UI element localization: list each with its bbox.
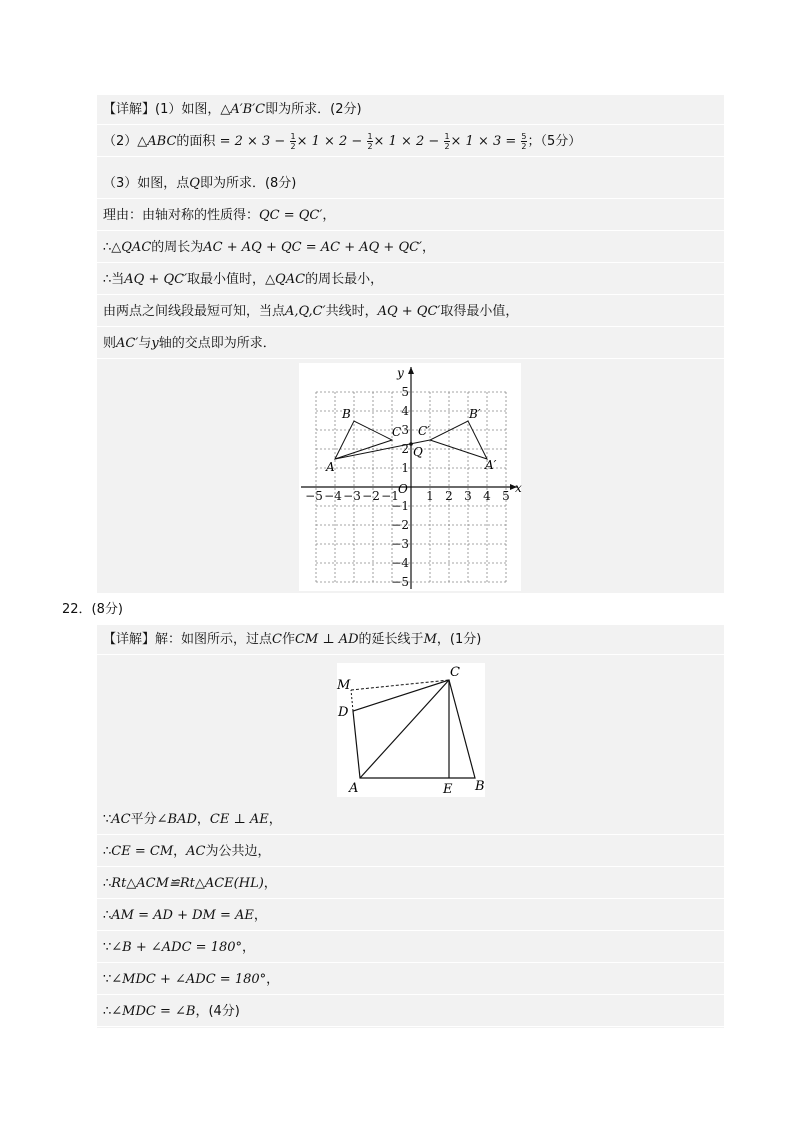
fraction: $\frac{1}{2}$ <box>290 132 296 151</box>
y-tick-label: −1 <box>391 499 409 513</box>
line-22-8: ∴∠MDC = ∠B，(4分) <box>97 997 724 1027</box>
quadrilateral-figure <box>337 663 485 797</box>
quadrilateral-figure-svg <box>337 663 485 797</box>
line-22-3: ∴CE = CM，AC为公共边， <box>97 837 724 867</box>
label-a: A <box>349 781 359 796</box>
coordinate-graph <box>299 363 521 591</box>
question-22-header: 22．(8分) <box>62 602 123 617</box>
x-tick-label: 3 <box>464 489 472 503</box>
x-tick-label: −3 <box>343 489 361 503</box>
x-tick-label: 4 <box>483 489 491 503</box>
label-m: M <box>337 678 351 693</box>
line-22-6: ∵∠B + ∠ADC = 180°， <box>97 933 724 963</box>
label-c-prime: C′ <box>418 424 430 438</box>
y-tick-label: 3 <box>401 423 409 437</box>
x-tick-label: 1 <box>426 489 434 503</box>
line-21-6: ∴当AQ + QC′取最小值时，△QAC的周长最小， <box>97 265 724 295</box>
y-tick-label: 5 <box>401 385 409 399</box>
label-d: D <box>338 705 349 720</box>
x-tick-label: −1 <box>381 489 399 503</box>
label-a-prime: A′ <box>485 458 497 472</box>
y-tick-label: 4 <box>401 404 409 418</box>
x-tick-label: −5 <box>305 489 323 503</box>
line-21-1: 【详解】(1）如图，△A′B′C即为所求．(2分) <box>97 95 724 125</box>
coordinate-graph-svg <box>299 363 521 591</box>
solution-block-21 <box>97 95 724 593</box>
label-a: A <box>326 460 335 474</box>
line-22-1: 【详解】解：如图所示，过点C作CM ⊥ AD的延长线于M，(1分) <box>97 625 724 655</box>
fraction: $\frac{1}{2}$ <box>444 132 450 151</box>
label-q: Q <box>413 445 423 459</box>
y-axis-label: y <box>397 366 404 380</box>
extension-dm <box>351 690 353 711</box>
y-tick-label: −4 <box>391 556 409 570</box>
fraction: $\frac{1}{2}$ <box>367 132 373 151</box>
line-21-5: ∴△QAC的周长为AC + AQ + QC = AC + AQ + QC′， <box>97 233 724 263</box>
x-tick-label: 2 <box>445 489 453 503</box>
line-21-7: 由两点之间线段最短可知，当点A,Q,C′共线时，AQ + QC′取得最小值， <box>97 297 724 327</box>
origin-label: O <box>398 482 408 496</box>
x-tick-label: −2 <box>362 489 380 503</box>
y-tick-label: −3 <box>391 537 409 551</box>
line-22-5: ∴AM = AD + DM = AE， <box>97 901 724 931</box>
solution-block-22 <box>97 625 724 1028</box>
y-tick-label: 1 <box>401 461 409 475</box>
line-21-8: 则AC′与y轴的交点即为所求． <box>97 329 724 359</box>
x-tick-label: 5 <box>502 489 510 503</box>
y-tick-label: 2 <box>401 442 409 456</box>
label-c: C <box>450 665 460 680</box>
y-axis-arrow <box>408 367 414 374</box>
line-22-4: ∴Rt△ACM≌Rt△ACE(HL)， <box>97 869 724 899</box>
line-21-2: （2）△ABC的面积 = 2 × 3 − $\frac{1}{2}$ × 1 × 2 − $\frac{1}{2}$ × 1 × 2 − $\frac{1}{2}$ × 1 × 3 = $\frac{5}{2}$ ；（5分） <box>97 127 724 157</box>
line-21-4: 理由：由轴对称的性质得：QC = QC′， <box>97 201 724 231</box>
x-axis-label: x <box>515 481 522 495</box>
label-c: C <box>392 425 402 439</box>
line-22-2: ∵AC平分∠BAD，CE ⊥ AE， <box>97 805 724 835</box>
triangle-a2b2c2 <box>430 421 487 459</box>
quadrilateral-abcd <box>353 680 475 778</box>
y-tick-label: −2 <box>391 518 409 532</box>
label-b-prime: B′ <box>469 407 481 421</box>
line-22-7: ∵∠MDC + ∠ADC = 180°， <box>97 965 724 995</box>
line-21-3: （3）如图，点Q即为所求．(8分) <box>97 169 724 199</box>
x-tick-label: −4 <box>324 489 342 503</box>
y-tick-label: −5 <box>391 575 409 589</box>
label-e: E <box>443 782 453 797</box>
fraction: $\frac{5}{2}$ <box>521 132 527 151</box>
label-b: B <box>342 407 351 421</box>
label-b: B <box>475 779 485 794</box>
